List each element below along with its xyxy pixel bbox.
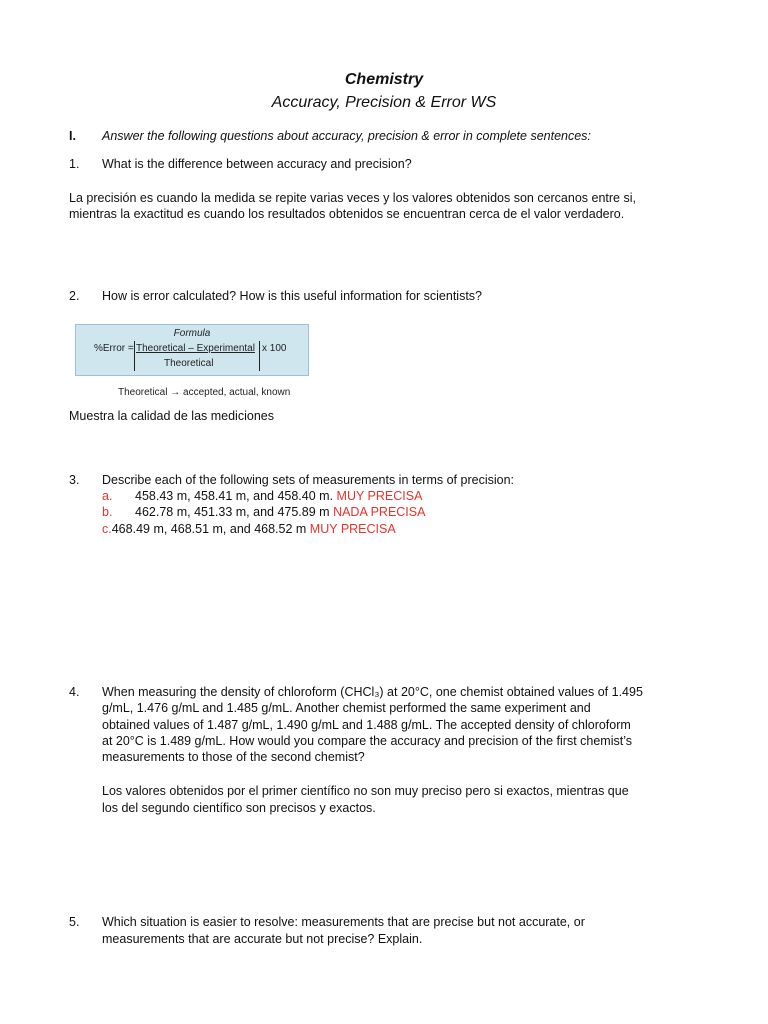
q5-line-2: measurements that are accurate but not precise? Explain. [102, 932, 423, 946]
formula-lhs: %Error = [94, 343, 134, 354]
formula-abs-bar-right [259, 341, 260, 371]
q1-answer-line-1: La precisión es cuando la medida se repite varias veces y los valores obtenidos son cercanos entre si, [69, 191, 636, 205]
q3-question: Describe each of the following sets of measurements in terms of precision: [102, 473, 514, 487]
q5-number: 5. [69, 915, 80, 929]
q4-line-4: at 20°C is 1.489 g/mL. How would you compare the accuracy and precision of the first chemist’s [102, 734, 633, 748]
page-subtitle: Accuracy, Precision & Error WS [271, 94, 497, 111]
formula-title: Formula [173, 328, 211, 339]
q5-line-1: Which situation is easier to resolve: measurements that are precise but not accurate, or [102, 915, 585, 929]
formula-image [75, 324, 309, 376]
q3-item-b [135, 504, 425, 521]
q3-item-c-letter: c. [102, 522, 112, 536]
q4-line-5: measurements to those of the second chemist? [102, 750, 365, 764]
q1-question: What is the difference between accuracy and precision? [102, 157, 412, 171]
q3-item-b-text: 462.78 m, 451.33 m, and 475.89 m [135, 505, 330, 519]
formula-abs-bar-left [134, 341, 135, 371]
q4-number: 4. [69, 685, 80, 699]
q4-line-2: g/mL, 1.476 g/mL and 1.485 g/mL. Another chemist performed the same experiment and [102, 701, 591, 715]
q1-number: 1. [69, 157, 80, 171]
section-instruction: Answer the following questions about accuracy, precision & error in complete sentences: [102, 129, 591, 143]
q3-item-a-text: 458.43 m, 458.41 m, and 458.40 m. [135, 489, 334, 503]
q4-answer-line-1: Los valores obtenidos por el primer científico no son muy preciso pero si exactos, mientras que [102, 784, 629, 798]
formula-numerator: Theoretical – Experimental [136, 343, 255, 354]
q3-item-c-answer: MUY PRECISA [309, 522, 396, 536]
formula-multiplier: x 100 [262, 343, 287, 354]
q4-line-1: When measuring the density of chloroform (CHCl₃) at 20°C, one chemist obtained values of 1.495 [102, 685, 643, 699]
formula-denominator: Theoretical [164, 358, 214, 369]
q2-number: 2. [69, 289, 80, 303]
q3-item-a-letter: a. [102, 489, 113, 503]
q3-item-a-answer: MUY PRECISA [336, 489, 423, 503]
q4-line-3: obtained values of 1.487 g/mL, 1.490 g/mL and 1.488 g/mL. The accepted density of chloroform [102, 718, 631, 732]
q2-question: How is error calculated? How is this useful information for scientists? [102, 289, 483, 303]
q3-item-c-text: 468.49 m, 468.51 m, and 468.52 m [111, 522, 307, 536]
q3-item-c [102, 521, 396, 538]
q3-item-b-letter: b. [102, 505, 113, 519]
q3-item-a [135, 488, 422, 505]
formula-note: Theoretical → accepted, actual, known [118, 387, 291, 398]
q1-answer-line-2: mientras la exactitud es cuando los resultados obtenidos se encuentran cerca de el valor verdadero. [69, 207, 625, 221]
q3-item-b-answer: NADA PRECISA [333, 505, 426, 519]
q2-answer: Muestra la calidad de las mediciones [69, 409, 274, 423]
page-title: Chemistry [344, 71, 424, 88]
section-numeral: I. [69, 129, 76, 143]
q3-number: 3. [69, 473, 80, 487]
q4-answer-line-2: los del segundo científico son precisos y exactos. [102, 801, 376, 815]
